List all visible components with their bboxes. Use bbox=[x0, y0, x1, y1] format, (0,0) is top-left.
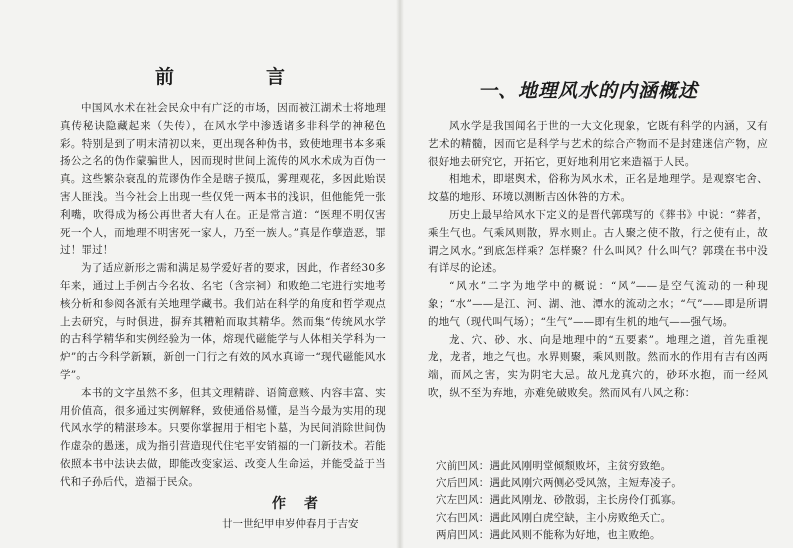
chapter-paragraph-5: 龙、穴、砂、水、向是地理中的“五要素”。地理之道，首先重视龙，龙者，地之气也。水界则聚，乘风则散。然而水的作用有吉有凶两端，而风之害，实为阴宅大忌。故凡龙真穴的，砂环水抱，而一经风吹，纵不至为弃地，亦难免破败矣。然而风有八风之称： bbox=[428, 333, 768, 399]
preface-paragraph-3: 本书的文字虽然不多，但其文理精辟、语简意赅、内容丰富、实用价值高，很多通过实例解释，致使通俗易懂，是当今最为实用的现代风水学的精湛珍本。只要你掌握用于相宅卜墓，为民间消除世间伪作虚杂的愚迷，成为指引营造现代住宅平安销福的一门新技术。若能依照本书中法诀去做，即能改变家运、改变人生命运，并能受益于当代和子孙后代，造福于民众。 bbox=[60, 386, 386, 488]
preface-date: 廿一世纪甲申岁仲春月于吉安 bbox=[222, 518, 359, 530]
preface-title-char-2: 言 bbox=[265, 66, 285, 88]
preface-author: 作者 bbox=[272, 496, 336, 512]
wind-list-item: 两肩凹风：遇此风则不能称为好地，也主败绝。 bbox=[436, 528, 661, 541]
chapter-body bbox=[428, 118, 768, 403]
preface-paragraph-1: 中国风水术在社会民众中有广泛的市场，因而被江湖术士将地理真传秘诀隐藏起来（失传），在风水学中渗透诸多非科学的神秘色彩。特别是到了明末清初以来，更出现各种伪书，致使地理书本多乘扬公之名的伪作蒙骗世人，因而现时世间上流传的风水术成为百伪一真。这些繁杂衰乱的荒谬伪作全是瞎子摸瓜，雾理观花，多因此贻误害人匪浅。当今社会上出现一些仅凭一两本书的浅识，但他能凭一张利嘴，吹得成为杨公再世者大有人在。正是常言道：“医理不明仅害死一个人，而地理不明害死一家人，乃至一族人。”真是作孽造恶，罪过！罪过！ bbox=[60, 102, 386, 257]
wind-list-item: 穴后凹风：遇此风刚穴两侧必受风煞，主短寿凌子。 bbox=[436, 477, 683, 490]
wind-list-item: 穴右凹风：遇此风刚白虎空缺，主小房败绝夭亡。 bbox=[436, 511, 672, 524]
book-gutter bbox=[396, 0, 404, 548]
wind-list-item: 穴左凹风：遇此风刚龙、砂散弱，主长房伶仃孤寡。 bbox=[436, 494, 683, 507]
chapter-paragraph-2: 相地术，即堪舆术，俗称为风水术，正名是地理学。是观察宅舍、坟墓的地形、环境以测断吉凶休咎的方术。 bbox=[428, 173, 768, 204]
chapter-paragraph-4: “风水”二字为地学中的概说：“风”——是空气流动的一种现象；“水”——是江、河、湖、池、潭水的流动之水；“气”——即是所谓的地气（现代叫气场）；“生气”——即有生机的地气——强气场。 bbox=[428, 280, 768, 328]
preface-title-char-1: 前 bbox=[155, 66, 175, 88]
chapter-paragraph-3: 历史上最早给风水下定义的是晋代郭璞写的《葬书》中说：“葬者，乘生气也。气乘风则散，界水则止。古人聚之使不散，行之使有止，故谓之风水。”到底怎样乘？怎样聚？什么叫风？什么叫气？郭璞在书中没有详尽的论述。 bbox=[428, 208, 768, 275]
chapter-title: 一、地理风水的内涵概述 bbox=[478, 80, 699, 102]
preface-paragraph-2: 为了适应新形之需和满足易学爱好者的要求，因此，作者经30多年来，通过上手例古今名妆、名宅（含宗祠）和败绝二宅进行实地考核分析和参阅各派有关地理学藏书。我们站在科学的角度和哲学观点上去研究，与时俱进，摒弃其糟粕而取其精华。然而集“传统风水学的古科学精华和实例经验为一体，熔现代磁能学与人体相关学科为一炉”的古今科学新颖，新创一门行之有效的风水真谛一“现代磁能风水学”。 bbox=[60, 262, 386, 381]
wind-list bbox=[436, 458, 776, 544]
wind-list-item: 穴前凹风：遇此风刚明堂倾颓败坏，主贫穷致绝。 bbox=[436, 460, 672, 472]
chapter-paragraph-1: 风水学是我国闻名于世的一大文化现象，它既有科学的内涵，又有艺术的精髓，因而它是科学与艺术的综合产物而不是封建迷信产物，应很好地去研究它，开拓它，更好地利用它来造福于人民。 bbox=[428, 120, 768, 168]
preface-body bbox=[60, 100, 386, 492]
preface-title bbox=[155, 62, 285, 89]
